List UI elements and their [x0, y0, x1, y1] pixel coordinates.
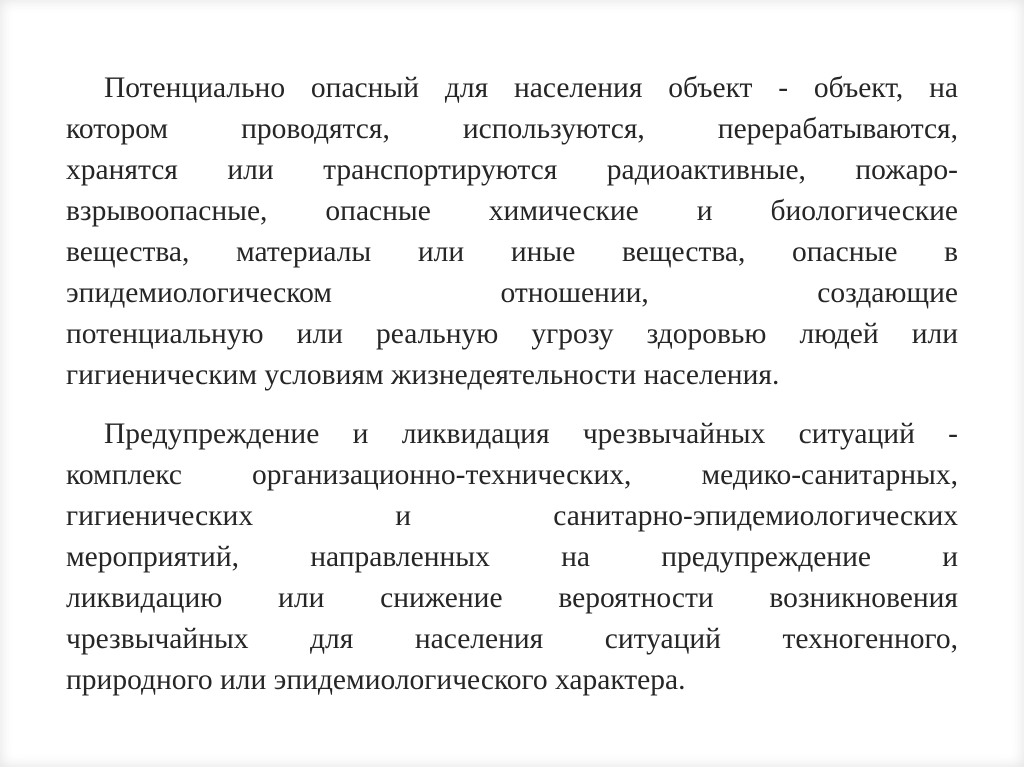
text-line: эпидемиологическом отношении, создающие — [66, 277, 958, 309]
text-line: взрывоопасные, опасные химические и биологические — [66, 195, 958, 227]
text-line: Потенциально опасный для населения объект - объект, на — [104, 72, 958, 104]
text-line: хранятся или транспортируются радиоактивные, пожаро- — [66, 154, 958, 186]
text-line: комплекс организационно-технических, медико-санитарных, — [66, 459, 958, 491]
text-line: потенциальную или реальную угрозу здоровью людей или — [66, 318, 958, 350]
text-line: гигиеническим условиям жизнедеятельности населения. — [66, 359, 780, 391]
text-line: Предупреждение и ликвидация чрезвычайных ситуаций - — [104, 418, 958, 450]
paragraph-definition-prevention — [66, 414, 958, 701]
text-block — [66, 68, 958, 701]
paragraph-definition-object — [66, 68, 958, 396]
text-line: гигиенических и санитарно-эпидемиологических — [66, 500, 958, 532]
text-line: чрезвычайных для населения ситуаций техногенного, — [66, 623, 958, 655]
paragraph-spacer — [66, 396, 958, 414]
text-line: мероприятий, направленных на предупреждение и — [66, 541, 958, 573]
text-line: вещества, материалы или иные вещества, опасные в — [66, 236, 958, 268]
text-line: котором проводятся, используются, перерабатываются, — [66, 113, 958, 145]
text-line: природного или эпидемиологического характера. — [66, 664, 686, 696]
text-line: ликвидацию или снижение вероятности возникновения — [66, 582, 958, 614]
